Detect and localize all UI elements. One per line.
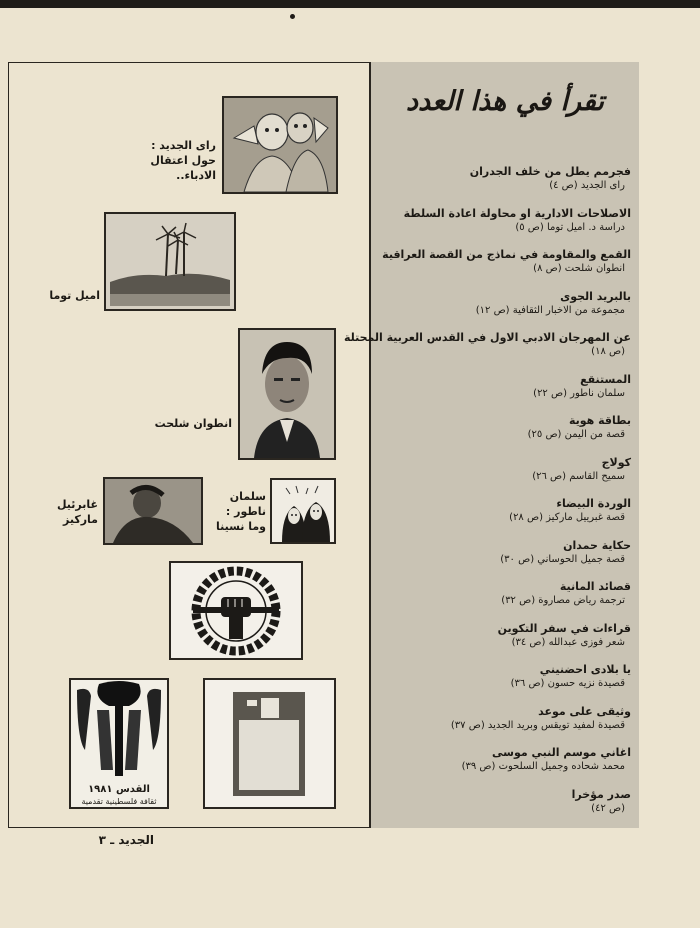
- toc-item: [377, 579, 631, 621]
- toc-item-title: يا بلادى احضنيني: [539, 663, 631, 676]
- toc-item-detail: سميح القاسم (ص ٢٦): [532, 470, 625, 482]
- landscape-image: [104, 212, 236, 311]
- man-photo: [105, 479, 201, 543]
- toc-item-title: قصائد المانية: [559, 580, 631, 593]
- toc-item: [377, 455, 631, 497]
- fist-emblem-drawing: [171, 563, 301, 658]
- toc-item-title: الاصلاحات الادارية او محاولة اعادة السلطة: [403, 206, 631, 220]
- toc-item: [377, 372, 631, 414]
- toc-item: [343, 330, 631, 372]
- two-women-drawing: [272, 480, 334, 542]
- poster-subtitle: ثقافة فلسطينية تقدمية: [81, 797, 157, 806]
- toc-item-detail: (ص ١٨): [591, 346, 625, 357]
- magazine-cover-drawing: [205, 680, 334, 807]
- portrait-image: [238, 328, 336, 460]
- toc-item-detail: شعر فوزى عبدالله (ص ٣٤): [511, 636, 625, 648]
- toc-item: [377, 745, 631, 787]
- toc-item: [377, 538, 631, 580]
- toc-item-detail: مجموعة من الاخبار الثقافية (ص ١٢): [475, 304, 625, 316]
- toc-item-detail: (ص ٤٢): [591, 802, 625, 814]
- marquez-image: [103, 477, 203, 545]
- caption-gabriel-marquez: غابرئيل ماركيز: [56, 498, 98, 526]
- toc-item-detail: قصة جميل الحوساني (ص ٣٠): [500, 553, 625, 565]
- caricature-image: [222, 96, 338, 194]
- contents-heading: تقرأ في هذا العدد: [405, 86, 605, 117]
- toc-item-title: عن المهرجان الادبي الاول في القدس العربية المحتلة: [343, 331, 631, 344]
- toc-item-title: كولاج: [601, 455, 631, 469]
- toc-item-detail: راى الجديد (ص ٤): [549, 180, 625, 191]
- toc-item-detail: ترجمة رياض مصاروة (ص ٣٢): [501, 595, 625, 606]
- toc-item-title: بالبريد الجوى: [560, 289, 631, 303]
- toc-item-detail: قصيدة نزيه حسون (ص ٣٦): [510, 678, 625, 689]
- toc-item-detail: قصة من اليمن (ص ٢٥): [527, 429, 625, 440]
- toc-item: [377, 206, 631, 248]
- toc-item: [377, 164, 631, 206]
- toc-item-title: المستنقع: [580, 372, 631, 386]
- toc-item: [377, 289, 631, 331]
- toc-item-title: صدر مؤخرا: [571, 787, 631, 801]
- toc-item-title: فجرمم يطل من خلف الجدران: [469, 165, 631, 178]
- palm-landscape-drawing: [106, 214, 234, 309]
- fist-emblem-image: [169, 561, 303, 660]
- toc-item-detail: محمد شحاده وجميل السلحوت (ص ٣٩): [461, 761, 625, 772]
- toc-item-detail: قصة غبرييل ماركيز (ص ٢٨): [509, 512, 625, 523]
- toc-item-detail: سلمان ناطور (ص ٢٢): [533, 387, 625, 399]
- table-of-contents: [343, 164, 631, 828]
- toc-item: [377, 247, 631, 289]
- top-dark-band: [0, 0, 700, 8]
- portrait-photo: [240, 330, 334, 458]
- toc-item-detail: قصيدة لمفيد تويقس وبريد الجديد (ص ٣٧): [450, 719, 625, 731]
- toc-item-title: قراءات في سفر التكوين: [497, 621, 631, 635]
- toc-item-detail: دراسة د. اميل توما (ص ٥): [515, 221, 625, 233]
- toc-item: [377, 621, 631, 663]
- toc-item-title: حكاية حمدان: [563, 538, 631, 552]
- toc-item-title: القمع والمقاومة في نماذج من القصة العراقية: [382, 248, 631, 261]
- toc-item: [377, 413, 631, 455]
- caption-salman-natour: سلمان ناطور : وما نسينا: [215, 490, 266, 533]
- festival-poster-drawing: [71, 680, 167, 780]
- poster-year: القدس ١٩٨١: [88, 784, 150, 795]
- page-footer: الجديد ـ ٣: [98, 833, 154, 847]
- caption-rai-aljadid: راى الجديد : حول اعتقال الادباء..: [150, 139, 216, 182]
- two-women-image: [270, 478, 336, 544]
- toc-item-title: وثيقى على موعد: [538, 704, 631, 718]
- festival-poster-image: [69, 678, 169, 809]
- toc-item: [377, 496, 631, 538]
- toc-item-title: الوردة البيضاء: [556, 497, 631, 510]
- print-speck: [290, 14, 295, 19]
- toc-item-title: اغاني موسم النبي موسى: [492, 746, 631, 759]
- caricature-drawing: [224, 98, 336, 192]
- toc-item-title: بطاقة هوية: [568, 414, 631, 427]
- caption-emile-touma: اميل توما: [49, 289, 100, 302]
- toc-item-detail: انطوان شلحت (ص ٨): [533, 263, 625, 274]
- toc-item: [377, 662, 631, 704]
- magazine-cover-image: [203, 678, 336, 809]
- toc-item: [377, 704, 631, 746]
- toc-item: [377, 787, 631, 829]
- caption-antoine-shalhat: انطوان شلحت: [154, 417, 232, 430]
